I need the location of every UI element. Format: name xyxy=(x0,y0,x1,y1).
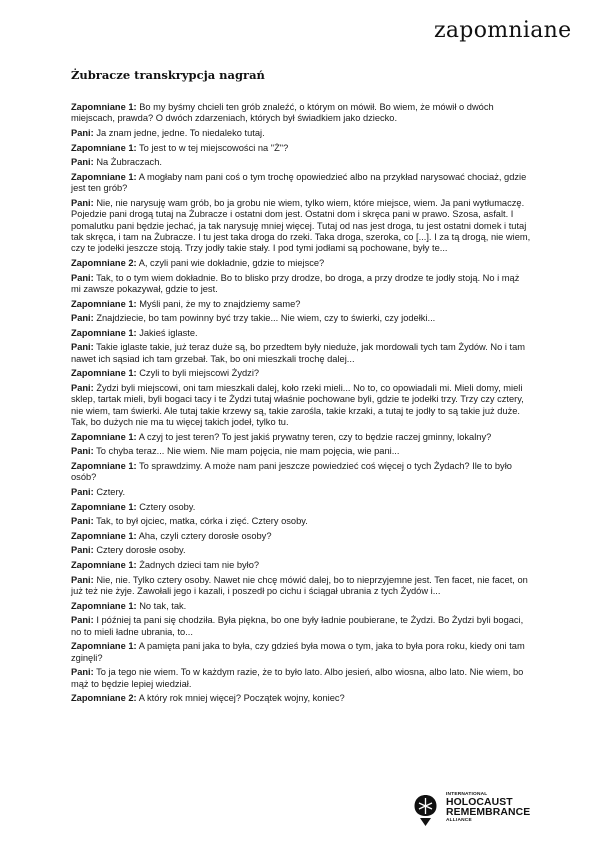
transcript-turn xyxy=(71,560,531,571)
speaker-label: Pani: xyxy=(71,667,94,678)
transcript-turn xyxy=(71,157,531,168)
ihra-logo-text xyxy=(446,793,530,823)
transcript-turn xyxy=(71,601,531,612)
utterance-text: Nie, nie. Tylko cztery osoby. Nawet nie chcę mówić dalej, bo to nieprzyjemne jest. Ten facet, nie facet, on już też nie żyje. Zawołali jego i kazali, i poszedł po cichu i ściągał ubrania z tych Żydów i... xyxy=(71,574,528,596)
transcript-turn xyxy=(71,172,531,195)
speaker-label: Zapomniane 1: xyxy=(71,298,137,309)
ihra-logo-line1: HOLOCAUST xyxy=(446,796,513,808)
speaker-label: Pani: xyxy=(71,446,94,457)
utterance-text: To jest to w tej miejscowości na "Ż"? xyxy=(139,142,289,153)
transcript-turn xyxy=(71,667,531,690)
transcript-turn xyxy=(71,531,531,542)
utterance-text: Ja znam jedne, jedne. To niedaleko tutaj. xyxy=(96,128,265,138)
speaker-label: Pani: xyxy=(71,486,94,497)
utterance-text: Tak, to o tym wiem dokładnie. Bo to blisko przy drodze, bo droga, a przy drodze te jodły stoją. No i mąż mi zawsze pokazywał, gdzie to jest. xyxy=(71,272,520,294)
utterance-text: I później ta pani się chodziła. Była piękna, bo one były ładnie poubierane, te Żydzi. Bo Żydzi byli bogaci, no to mieli ładne ubrania, to... xyxy=(71,615,524,637)
speaker-label: Zapomniane 1: xyxy=(71,530,137,541)
utterance-text: No tak, tak. xyxy=(139,600,187,611)
transcript-turn xyxy=(71,102,531,125)
transcript-turn xyxy=(71,128,531,139)
utterance-text: Cztery. xyxy=(96,486,126,497)
utterance-text: A, czyli pani wie dokładnie, gdzie to miejsce? xyxy=(138,258,325,268)
utterance-text: Znajdziecie, bo tam powinny być trzy takie... Nie wiem, czy to świerki, czy jodełki... xyxy=(96,313,436,324)
transcript-turn xyxy=(71,258,531,269)
utterance-text: Nie, nie narysuję wam grób, bo ja grobu nie wiem, tylko wiem, które miejsce, wiem. Ja pani wytłumaczę. Pojedzie pani drogą tutaj na Żubracze i ostatni dom jest. Ostatni dom i skręca pani w prawo. Szosa, asfalt. I pomalutku pani będzie jechać, ja tak narysuję mniej więcej. Tutaj od nas jest droga, tu jest ostatni domek i tutaj tak skręca, i tam na Żubracze. I tu jest taka droga do rzeki. Taka droga, szeroka, co [...]. I za tą drogą, nie wiem, czy te jodełki jeszcze stoją. Trzy jodły takie stały. I pod tymi jodłami są pochowane, były te... xyxy=(71,197,531,254)
transcript-turn xyxy=(71,328,531,339)
speaker-label: Zapomniane 1: xyxy=(71,460,137,471)
utterance-text: Takie iglaste takie, już teraz duże są, bo przedtem były nieduże, jak mordowali tych tam Żydów. No i tam nawet ich sąsiad ich tam grzebał. Tak, bo oni mieszkali trochę dalej... xyxy=(71,342,526,364)
speaker-label: Pani: xyxy=(71,615,94,626)
transcript-turn xyxy=(71,545,531,556)
speaker-label: Pani: xyxy=(71,313,94,324)
transcript-turn xyxy=(71,198,531,255)
speaker-label: Pani: xyxy=(71,272,94,283)
utterance-text: Żydzi byli miejscowi, oni tam mieszkali dalej, koło rzeki mieli... No to, co opowiadali mi. Mieli domy, mieli sklep, tartak mieli, byli bogaci tacy i te Żydzi tutaj właśnie pochowane byli, gdzie te jodełki trzy. Trzy czy cztery, nie wiem, tam świerki. Ale tutaj takie krzewy są, takie zarośla, takie krzaki, a tutaj te jodły to są takie już duże. Tak, bo dużych nie ma tu więcej takich jodeł, tylko tu. xyxy=(71,382,524,428)
speaker-label: Zapomniane 1: xyxy=(71,142,137,153)
speaker-label: Zapomniane 1: xyxy=(71,641,137,652)
transcript-turn xyxy=(71,273,531,296)
transcript xyxy=(71,102,531,708)
utterance-text: A który rok mniej więcej? Początek wojny, koniec? xyxy=(138,693,345,704)
speaker-label: Pani: xyxy=(71,382,94,393)
utterance-text: Cztery osoby. xyxy=(139,501,196,512)
utterance-text: Bo my byśmy chcieli ten grób znaleźć, o którym on mówił. Bo wiem, że mówił o dwóch miejscach, prawda? O dwóch zdarzeniach, których był świadkiem jako dziecko. xyxy=(71,102,494,124)
utterance-text: Czyli to byli miejscowi Żydzi? xyxy=(139,368,260,379)
ihra-logo-top: INTERNATIONAL xyxy=(446,792,488,797)
transcript-turn xyxy=(71,502,531,513)
document-title: Żubracze transkrypcja nagrań xyxy=(71,68,265,82)
utterance-text: Myśli pani, że my to znajdziemy same? xyxy=(139,298,301,309)
speaker-label: Zapomniane 1: xyxy=(71,600,137,611)
transcript-turn xyxy=(71,487,531,498)
speaker-label: Zapomniane 1: xyxy=(71,102,137,112)
transcript-turn xyxy=(71,432,531,443)
transcript-turn xyxy=(71,342,531,365)
transcript-turn xyxy=(71,383,531,429)
speaker-label: Pani: xyxy=(71,574,94,585)
transcript-turn xyxy=(71,575,531,598)
speaker-label: Pani: xyxy=(71,342,94,353)
transcript-turn xyxy=(71,461,531,484)
transcript-turn xyxy=(71,641,531,664)
speaker-label: Zapomniane 1: xyxy=(71,171,137,182)
ihra-logo-line2: REMEMBRANCE xyxy=(446,807,531,819)
transcript-turn xyxy=(71,299,531,310)
brand-logo: zapomniane xyxy=(434,18,572,43)
ihra-logo-bottom: ALLIANCE xyxy=(446,817,472,823)
speaker-label: Pani: xyxy=(71,128,94,138)
transcript-turn xyxy=(71,446,531,457)
ihra-emblem-icon xyxy=(413,794,438,827)
transcript-turn xyxy=(71,516,531,527)
ihra-logo xyxy=(413,793,533,827)
utterance-text: Aha, czyli cztery dorosłe osoby? xyxy=(138,530,272,541)
speaker-label: Zapomniane 1: xyxy=(71,368,137,379)
utterance-text: To sprawdzimy. A może nam pani jeszcze powiedzieć coś więcej o tych Żydach? Ile to było osób? xyxy=(71,460,512,483)
utterance-text: Cztery dorosłe osoby. xyxy=(96,545,186,556)
speaker-label: Zapomniane 2: xyxy=(71,693,137,704)
transcript-turn xyxy=(71,615,531,638)
speaker-label: Zapomniane 2: xyxy=(71,258,137,268)
utterance-text: A mogłaby nam pani coś o tym trochę opowiedzieć albo na przykład narysować chociaż, gdzie jest ten grób? xyxy=(71,171,527,194)
speaker-label: Zapomniane 1: xyxy=(71,501,137,512)
speaker-label: Zapomniane 1: xyxy=(71,431,137,442)
speaker-label: Pani: xyxy=(71,157,94,168)
transcript-turn xyxy=(71,368,531,379)
utterance-text: Jakieś iglaste. xyxy=(139,327,198,338)
speaker-label: Pani: xyxy=(71,197,94,208)
utterance-text: To chyba teraz... Nie wiem. Nie mam pojęcia, nie mam pojęcia, wie pani... xyxy=(96,446,400,457)
speaker-label: Zapomniane 1: xyxy=(71,327,137,338)
utterance-text: Tak, to był ojciec, matka, córka i zięć. Cztery osoby. xyxy=(96,516,308,527)
utterance-text: To ja tego nie wiem. To w każdym razie, że to było lato. Albo jesień, albo wiosna, albo lato. Nie wiem, bo mąż to będzie lepiej wiedział. xyxy=(71,667,524,689)
utterance-text: Żadnych dzieci tam nie było? xyxy=(139,559,260,570)
utterance-text: Na Żubraczach. xyxy=(96,157,162,168)
utterance-text: A czyj to jest teren? To jest jakiś prywatny teren, czy to będzie raczej gminny, lokalny? xyxy=(138,431,492,442)
speaker-label: Pani: xyxy=(71,516,94,527)
transcript-turn xyxy=(71,313,531,324)
speaker-label: Zapomniane 1: xyxy=(71,559,137,570)
speaker-label: Pani: xyxy=(71,545,94,556)
transcript-turn xyxy=(71,143,531,154)
utterance-text: A pamięta pani jaka to była, czy gdzieś była mowa o tym, jaka to była pora roku, kiedy oni tam zginęli? xyxy=(71,641,525,663)
transcript-turn xyxy=(71,693,531,704)
